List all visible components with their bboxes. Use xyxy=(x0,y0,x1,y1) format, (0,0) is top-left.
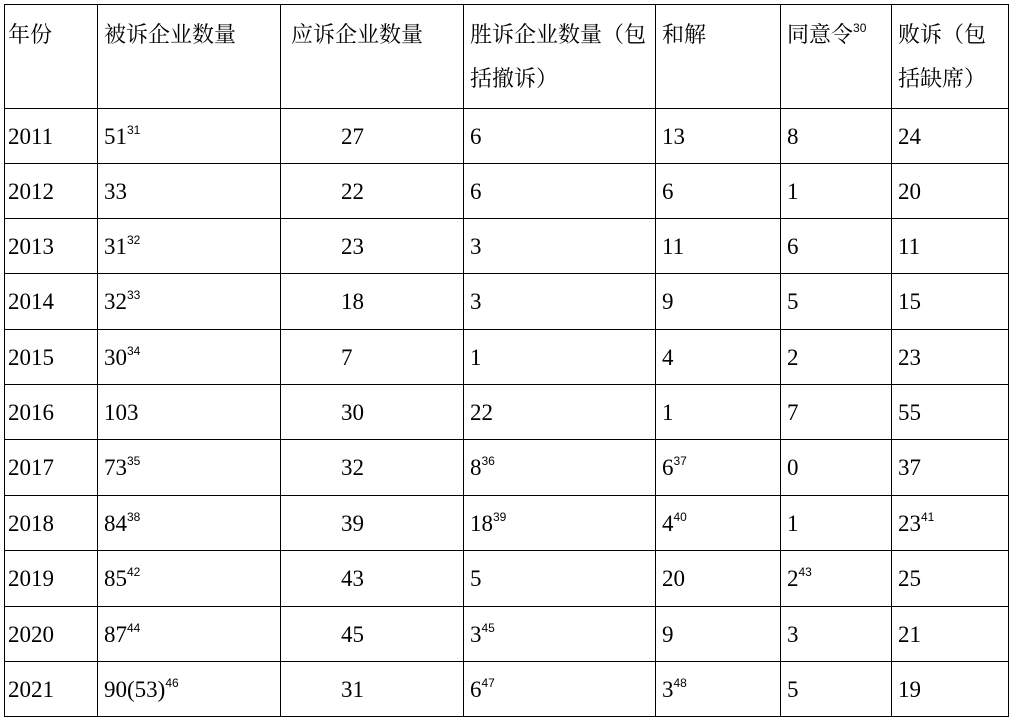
table-row xyxy=(5,440,1009,496)
cell-value: 22 xyxy=(470,400,493,425)
cell-value: 4 xyxy=(662,345,674,370)
cell-consent xyxy=(781,440,892,496)
cell-value: 7 xyxy=(787,400,799,425)
cell-consent xyxy=(781,662,892,717)
cell-year xyxy=(5,662,98,717)
cell-year xyxy=(5,330,98,385)
cell-value: 6 xyxy=(470,179,482,204)
footnote-ref: 43 xyxy=(798,565,812,579)
cell-value: 27 xyxy=(341,124,364,149)
cell-lost xyxy=(892,109,1009,164)
cell-value: 90(53) xyxy=(104,677,166,702)
table-row xyxy=(5,662,1009,717)
cell-responded xyxy=(281,330,464,385)
cell-value: 15 xyxy=(898,289,921,314)
cell-year xyxy=(5,440,98,496)
cell-value: 2 xyxy=(787,345,799,370)
table-row xyxy=(5,109,1009,164)
cell-value: 21 xyxy=(898,622,921,647)
cell-won xyxy=(464,274,656,330)
cell-value: 4 xyxy=(662,511,674,536)
cell-value: 2020 xyxy=(8,622,54,647)
header-cell-sued xyxy=(98,5,281,109)
cell-lost xyxy=(892,385,1009,440)
footnote-ref: 33 xyxy=(127,288,141,302)
table-row xyxy=(5,219,1009,274)
cell-consent xyxy=(781,385,892,440)
cell-value: 43 xyxy=(341,566,364,591)
footnote-ref: 35 xyxy=(127,454,141,468)
cell-responded xyxy=(281,274,464,330)
cell-value: 30 xyxy=(341,400,364,425)
cell-value: 23 xyxy=(341,234,364,259)
footnote-ref: 37 xyxy=(673,454,687,468)
table-row xyxy=(5,496,1009,551)
table-row xyxy=(5,385,1009,440)
cell-value: 24 xyxy=(898,124,921,149)
cell-sued xyxy=(98,330,281,385)
cell-value: 103 xyxy=(104,400,139,425)
cell-value: 18 xyxy=(341,289,364,314)
table-row xyxy=(5,164,1009,219)
cell-lost xyxy=(892,662,1009,717)
cell-value: 11 xyxy=(662,234,685,259)
cell-responded xyxy=(281,440,464,496)
cell-value: 2013 xyxy=(8,234,54,259)
cell-value: 30 xyxy=(104,345,127,370)
cell-settled xyxy=(656,164,781,219)
table-row xyxy=(5,551,1009,607)
cell-value: 5 xyxy=(787,289,799,314)
cell-responded xyxy=(281,385,464,440)
footnote-ref: 32 xyxy=(127,233,141,247)
cell-lost xyxy=(892,440,1009,496)
cell-lost xyxy=(892,496,1009,551)
cell-value: 2016 xyxy=(8,400,54,425)
cell-sued xyxy=(98,274,281,330)
header-cell-year xyxy=(5,5,98,109)
cell-value: 1 xyxy=(662,400,674,425)
cell-value: 22 xyxy=(341,179,364,204)
footnote-ref: 30 xyxy=(853,21,867,35)
cell-sued xyxy=(98,662,281,717)
cell-value: 32 xyxy=(341,455,364,480)
cell-won xyxy=(464,109,656,164)
cell-sued xyxy=(98,551,281,607)
footnote-ref: 39 xyxy=(493,510,507,524)
cell-value: 45 xyxy=(341,622,364,647)
header-cell-responded xyxy=(281,5,464,109)
cell-responded xyxy=(281,109,464,164)
cell-won xyxy=(464,440,656,496)
header-label: 应诉企业数量 xyxy=(291,23,424,48)
cell-value: 32 xyxy=(104,289,127,314)
cell-consent xyxy=(781,496,892,551)
cell-responded xyxy=(281,662,464,717)
cell-value: 13 xyxy=(662,124,685,149)
cell-year xyxy=(5,164,98,219)
footnote-ref: 47 xyxy=(481,676,495,690)
cell-value: 3 xyxy=(470,234,482,259)
cell-sued xyxy=(98,607,281,662)
cell-value: 20 xyxy=(898,179,921,204)
cell-sued xyxy=(98,496,281,551)
cell-sued xyxy=(98,164,281,219)
cell-value: 2012 xyxy=(8,179,54,204)
cell-settled xyxy=(656,330,781,385)
cell-value: 31 xyxy=(341,677,364,702)
cell-value: 9 xyxy=(662,622,674,647)
cell-won xyxy=(464,385,656,440)
header-cell-lost xyxy=(892,5,1009,109)
footnote-ref: 31 xyxy=(127,123,141,137)
cell-value: 3 xyxy=(662,677,674,702)
header-cell-consent xyxy=(781,5,892,109)
cell-value: 20 xyxy=(662,566,685,591)
cell-responded xyxy=(281,496,464,551)
cell-value: 37 xyxy=(898,455,921,480)
cell-year xyxy=(5,274,98,330)
cell-value: 11 xyxy=(898,234,921,259)
cell-value: 5 xyxy=(470,566,482,591)
cell-value: 7 xyxy=(341,345,353,370)
cell-year xyxy=(5,109,98,164)
header-cell-won xyxy=(464,5,656,109)
litigation-table xyxy=(4,4,1009,717)
cell-settled xyxy=(656,440,781,496)
cell-settled xyxy=(656,607,781,662)
cell-value: 39 xyxy=(341,511,364,536)
cell-lost xyxy=(892,164,1009,219)
cell-won xyxy=(464,164,656,219)
cell-value: 5 xyxy=(787,677,799,702)
footnote-ref: 40 xyxy=(673,510,687,524)
cell-value: 2018 xyxy=(8,511,54,536)
cell-year xyxy=(5,607,98,662)
cell-lost xyxy=(892,551,1009,607)
header-label: 同意令 xyxy=(787,23,854,48)
cell-value: 31 xyxy=(104,234,127,259)
cell-value: 3 xyxy=(470,622,482,647)
cell-value: 0 xyxy=(787,455,799,480)
cell-value: 2014 xyxy=(8,289,54,314)
cell-lost xyxy=(892,607,1009,662)
cell-responded xyxy=(281,551,464,607)
cell-year xyxy=(5,496,98,551)
table-row xyxy=(5,330,1009,385)
cell-value: 2011 xyxy=(8,124,54,149)
cell-lost xyxy=(892,274,1009,330)
cell-value: 23 xyxy=(898,345,921,370)
cell-sued xyxy=(98,440,281,496)
header-label: 被诉企业数量 xyxy=(104,23,237,48)
cell-consent xyxy=(781,330,892,385)
cell-sued xyxy=(98,109,281,164)
cell-value: 8 xyxy=(787,124,799,149)
cell-settled xyxy=(656,274,781,330)
footnote-ref: 41 xyxy=(921,510,935,524)
cell-value: 6 xyxy=(662,179,674,204)
cell-responded xyxy=(281,607,464,662)
cell-year xyxy=(5,219,98,274)
cell-settled xyxy=(656,551,781,607)
cell-consent xyxy=(781,164,892,219)
header-label: 败诉（包括缺席） xyxy=(898,23,987,92)
cell-value: 23 xyxy=(898,511,921,536)
table-row xyxy=(5,274,1009,330)
cell-value: 55 xyxy=(898,400,921,425)
cell-value: 2 xyxy=(787,566,799,591)
cell-value: 8 xyxy=(470,455,482,480)
cell-lost xyxy=(892,330,1009,385)
cell-value: 51 xyxy=(104,124,127,149)
cell-won xyxy=(464,219,656,274)
cell-value: 1 xyxy=(787,511,799,536)
cell-value: 2019 xyxy=(8,566,54,591)
cell-value: 3 xyxy=(470,289,482,314)
cell-value: 18 xyxy=(470,511,493,536)
cell-won xyxy=(464,551,656,607)
cell-sued xyxy=(98,385,281,440)
cell-consent xyxy=(781,607,892,662)
cell-value: 1 xyxy=(470,345,482,370)
cell-value: 2017 xyxy=(8,455,54,480)
cell-settled xyxy=(656,219,781,274)
header-row xyxy=(5,5,1009,109)
cell-responded xyxy=(281,219,464,274)
cell-value: 6 xyxy=(662,455,674,480)
cell-won xyxy=(464,330,656,385)
cell-value: 6 xyxy=(470,677,482,702)
cell-value: 25 xyxy=(898,566,921,591)
footnote-ref: 48 xyxy=(673,676,687,690)
cell-value: 33 xyxy=(104,179,127,204)
cell-value: 3 xyxy=(787,622,799,647)
header-label: 胜诉企业数量（包括撤诉） xyxy=(470,23,647,92)
cell-consent xyxy=(781,274,892,330)
cell-value: 9 xyxy=(662,289,674,314)
cell-lost xyxy=(892,219,1009,274)
cell-value: 6 xyxy=(787,234,799,259)
footnote-ref: 44 xyxy=(127,621,141,635)
cell-value: 2021 xyxy=(8,677,54,702)
cell-settled xyxy=(656,385,781,440)
footnote-ref: 38 xyxy=(127,510,141,524)
table-row xyxy=(5,607,1009,662)
cell-value: 73 xyxy=(104,455,127,480)
cell-sued xyxy=(98,219,281,274)
cell-consent xyxy=(781,109,892,164)
cell-value: 6 xyxy=(470,124,482,149)
cell-value: 1 xyxy=(787,179,799,204)
footnote-ref: 36 xyxy=(481,454,495,468)
footnote-ref: 34 xyxy=(127,344,141,358)
cell-settled xyxy=(656,109,781,164)
header-label: 和解 xyxy=(662,23,707,48)
cell-responded xyxy=(281,164,464,219)
cell-won xyxy=(464,607,656,662)
cell-won xyxy=(464,496,656,551)
cell-consent xyxy=(781,551,892,607)
header-cell-settled xyxy=(656,5,781,109)
footnote-ref: 45 xyxy=(481,621,495,635)
cell-value: 87 xyxy=(104,622,127,647)
footnote-ref: 42 xyxy=(127,565,141,579)
header-label: 年份 xyxy=(8,23,53,48)
cell-value: 2015 xyxy=(8,345,54,370)
cell-value: 84 xyxy=(104,511,127,536)
cell-year xyxy=(5,385,98,440)
cell-value: 19 xyxy=(898,677,921,702)
cell-consent xyxy=(781,219,892,274)
cell-settled xyxy=(656,496,781,551)
cell-year xyxy=(5,551,98,607)
cell-won xyxy=(464,662,656,717)
cell-settled xyxy=(656,662,781,717)
cell-value: 85 xyxy=(104,566,127,591)
footnote-ref: 46 xyxy=(165,676,179,690)
